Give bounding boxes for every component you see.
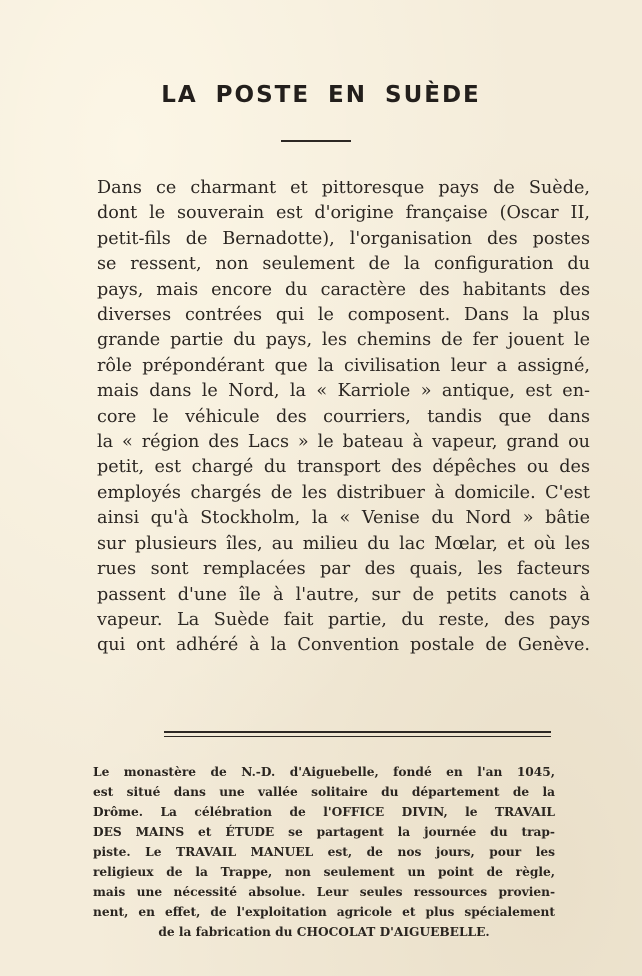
main-line: pays, mais encore du caractère des habitants des <box>97 279 590 300</box>
main-paragraph <box>97 176 590 659</box>
footer-line: DES MAINS et ÉTUDE se partagent la journée du trap- <box>93 825 555 839</box>
main-line: rôle prépondérant que la civilisation leur a assigné, <box>97 355 590 376</box>
main-line: la « région des Lacs » le bateau à vapeur, grand ou <box>97 432 590 453</box>
main-line: vapeur. La Suède fait partie, du reste, des pays <box>97 609 590 630</box>
footer-line: Le monastère de N.-D. d'Aiguebelle, fondé en l'an 1045, <box>93 765 555 779</box>
main-line: employés chargés de les distribuer à domicile. C'est <box>97 482 590 503</box>
title-underline <box>281 140 351 142</box>
footer-divider-thin <box>164 736 551 737</box>
footer-line: Drôme. La célébration de l'OFFICE DIVIN, le TRAVAIL <box>93 805 555 819</box>
main-line: passent d'une île à l'autre, sur de petits canots à <box>97 584 590 605</box>
footer-line: est situé dans une vallée solitaire du département de la <box>93 785 555 799</box>
footer-paragraph <box>93 762 555 942</box>
main-line: qui ont adhéré à la Convention postale de Genève. <box>97 635 590 656</box>
footer-line: mais une nécessité absolue. Leur seules ressources provien- <box>93 885 555 899</box>
footer-divider-thick <box>164 731 551 733</box>
footer-line: de la fabrication du CHOCOLAT D'AIGUEBELLE. <box>158 925 490 939</box>
main-line: sur plusieurs îles, au milieu du lac Mœlar, et où les <box>97 533 590 554</box>
main-line: petit-fils de Bernadotte), l'organisation des postes <box>97 228 590 249</box>
main-line: core le véhicule des courriers, tandis que dans <box>97 406 590 427</box>
main-line: grande partie du pays, les chemins de fer jouent le <box>97 330 590 351</box>
main-line: mais dans le Nord, la « Karriole » antique, est en- <box>97 381 590 402</box>
main-line: petit, est chargé du transport des dépêches ou des <box>97 457 590 478</box>
main-line: rues sont remplacées par des quais, les facteurs <box>97 559 590 580</box>
page-title: LA POSTE EN SUÈDE <box>161 82 481 108</box>
main-line: dont le souverain est d'origine française (Oscar II, <box>97 203 590 224</box>
footer-line: nent, en effet, de l'exploitation agricole et plus spécialement <box>93 905 555 919</box>
main-line: Dans ce charmant et pittoresque pays de Suède, <box>97 178 590 198</box>
main-line: se ressent, non seulement de la configuration du <box>97 254 590 275</box>
footer-line: religieux de la Trappe, non seulement un point de règle, <box>93 865 555 879</box>
footer-line: piste. Le TRAVAIL MANUEL est, de nos jours, pour les <box>93 845 555 859</box>
main-line: diverses contrées qui le composent. Dans la plus <box>97 305 590 326</box>
main-line: ainsi qu'à Stockholm, la « Venise du Nord » bâtie <box>97 508 590 529</box>
